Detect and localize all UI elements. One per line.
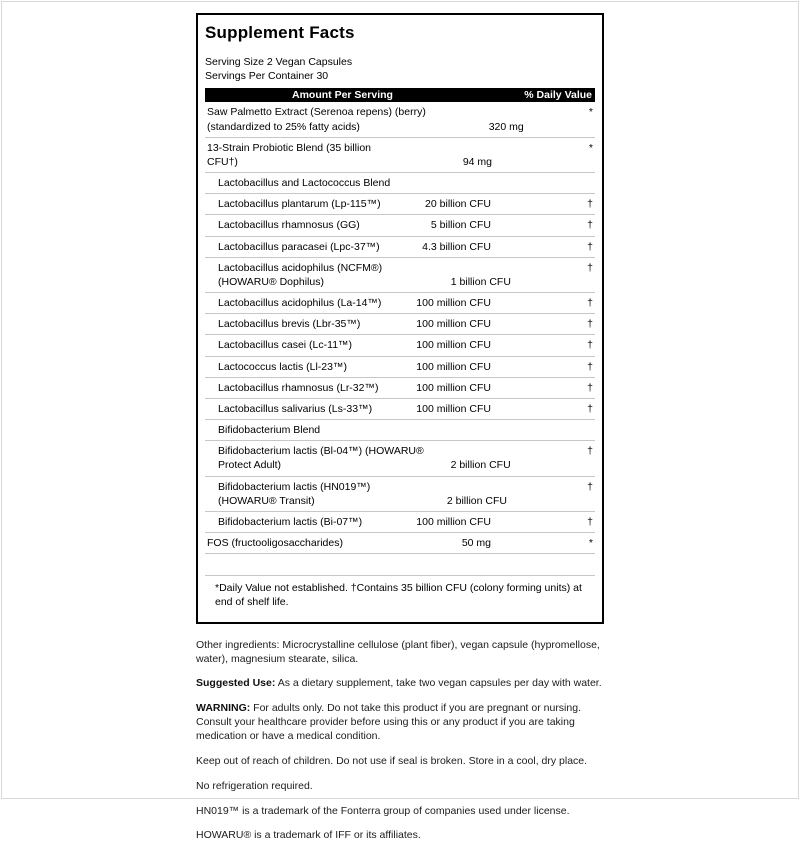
table-row: [205, 102, 595, 137]
ingredient-table: [205, 102, 595, 554]
table-row: [205, 173, 595, 194]
ingredient-name: Lactobacillus salivarius (Ls-33™): [218, 402, 373, 415]
blend-header: Bifidobacterium Blend: [218, 424, 321, 437]
table-row: [205, 258, 595, 293]
servings-per-container: Servings Per Container 30: [205, 70, 329, 83]
amount-cell: 1 billion CFU: [450, 275, 511, 288]
warning: [196, 702, 604, 744]
ingredient-name: Lactobacillus brevis (Lbr-35™): [218, 318, 361, 331]
blend-header: Lactobacillus and Lactococcus Blend: [218, 177, 391, 190]
table-row: [205, 477, 595, 512]
dv-cell: †: [587, 240, 593, 253]
page-frame: [1, 1, 799, 842]
amount-cell: 94 mg: [462, 155, 493, 168]
amount-cell: 100 million CFU: [416, 381, 491, 394]
serving-info: [205, 55, 595, 83]
amount-cell: 100 million CFU: [416, 515, 491, 528]
amount-cell: 4.3 billion CFU: [422, 240, 491, 253]
no-refrigeration: No refrigeration required.: [196, 779, 313, 792]
daily-value-column-header: % Daily Value: [524, 89, 592, 102]
dv-cell: *: [588, 106, 593, 119]
dv-cell: †: [587, 515, 593, 528]
warning-label: WARNING:: [196, 702, 251, 715]
ingredient-name: Lactobacillus plantarum (Lp-115™): [218, 198, 381, 211]
ingredient-name: Lactobacillus acidophilus (La-14™): [218, 297, 382, 310]
amount-cell: 100 million CFU: [416, 318, 491, 331]
suggested-use-text: As a dietary supplement, take two vegan capsules per day with water.: [277, 677, 602, 690]
table-row: [205, 399, 595, 420]
table-row: [205, 357, 595, 378]
table-row: [205, 314, 595, 335]
table-row: [205, 215, 595, 236]
ingredient-name: Bifidobacterium lactis (Bl-04™) (HOWARU® Protect Adult): [218, 445, 424, 472]
table-row: [205, 293, 595, 314]
dv-cell: †: [587, 480, 593, 493]
table-row: [205, 237, 595, 258]
ingredient-name: FOS (fructooligosaccharides): [207, 537, 343, 550]
panel-title: Supplement Facts: [205, 23, 355, 42]
dv-cell: †: [587, 445, 593, 458]
dv-cell: *: [588, 537, 593, 550]
table-row: [205, 441, 595, 476]
dv-cell: †: [587, 261, 593, 274]
table-row: [205, 335, 595, 356]
amount-cell: 100 million CFU: [416, 360, 491, 373]
dv-cell: †: [587, 381, 593, 394]
howaru-trademark: HOWARU® is a trademark of IFF or its affiliates.: [196, 829, 421, 842]
hn019-trademark: HN019™ is a trademark of the Fonterra group of companies used under license.: [196, 804, 570, 817]
label-column: [196, 13, 604, 843]
serving-size: Serving Size 2 Vegan Capsules: [205, 56, 353, 68]
amount-cell: 20 billion CFU: [425, 198, 491, 211]
suggested-use-label: Suggested Use:: [196, 677, 276, 690]
label-text-block: [196, 639, 604, 843]
amount-cell: 5 billion CFU: [430, 219, 491, 232]
amount-cell: 320 mg: [488, 120, 524, 133]
amount-cell: 100 million CFU: [416, 297, 491, 310]
amount-cell: 2 billion CFU: [450, 459, 511, 472]
dv-cell: †: [587, 318, 593, 331]
amount-cell: 100 million CFU: [416, 339, 491, 352]
ingredient-name: Lactobacillus acidophilus (NCFM®) (HOWARU® Dophilus): [218, 261, 383, 288]
dv-cell: †: [587, 198, 593, 211]
keep-out-of-reach: Keep out of reach of children. Do not use if seal is broken. Store in a cool, dry place.: [196, 754, 588, 767]
other-ingredients: Other ingredients: Microcrystalline cellulose (plant fiber), vegan capsule (hypromellose, water), magnesium stearate, silica.: [196, 638, 600, 665]
dv-cell: †: [587, 339, 593, 352]
amount-cell: 2 billion CFU: [446, 494, 507, 507]
table-row: [205, 378, 595, 399]
ingredient-name: Lactobacillus paracasei (Lpc-37™): [218, 240, 380, 253]
ingredient-name: Saw Palmetto Extract (Serenoa repens) (berry) (standardized to 25% fatty acids): [207, 106, 426, 133]
table-row: [205, 533, 595, 554]
dv-cell: †: [587, 219, 593, 232]
table-row: [205, 194, 595, 215]
ingredient-name: Bifidobacterium lactis (Bi-07™): [218, 515, 363, 528]
footnote: *Daily Value not established. †Contains 35 billion CFU (colony forming units) at end of shelf life.: [205, 575, 595, 611]
amount-cell: 50 mg: [461, 537, 491, 550]
column-header-bar: [205, 88, 595, 102]
suggested-use: [196, 677, 604, 691]
ingredient-name: Lactobacillus casei (Lc-11™): [218, 339, 353, 352]
table-row: [205, 512, 595, 533]
ingredient-name: 13-Strain Probiotic Blend (35 billion CFU†): [207, 141, 372, 168]
ingredient-name: Lactobacillus rhamnosus (GG): [218, 219, 360, 232]
warning-text: For adults only. Do not take this product if you are pregnant or nursing. Consult your healthcare provider before using this or any product if you are taking medication or have a medical condition.: [196, 702, 581, 742]
supplement-facts-panel: [196, 13, 604, 624]
amount-cell: 100 million CFU: [416, 402, 491, 415]
ingredient-name: Lactococcus lactis (Ll-23™): [218, 360, 347, 373]
ingredient-name: Bifidobacterium lactis (HN019™) (HOWARU® Transit): [218, 480, 371, 507]
dv-cell: †: [587, 402, 593, 415]
dv-cell: †: [587, 297, 593, 310]
table-row: [205, 420, 595, 441]
dv-cell: †: [587, 360, 593, 373]
ingredient-name: Lactobacillus rhamnosus (Lr-32™): [218, 381, 379, 394]
amount-column-header: Amount Per Serving: [292, 89, 393, 102]
table-row: [205, 138, 595, 173]
dv-cell: *: [588, 141, 593, 154]
